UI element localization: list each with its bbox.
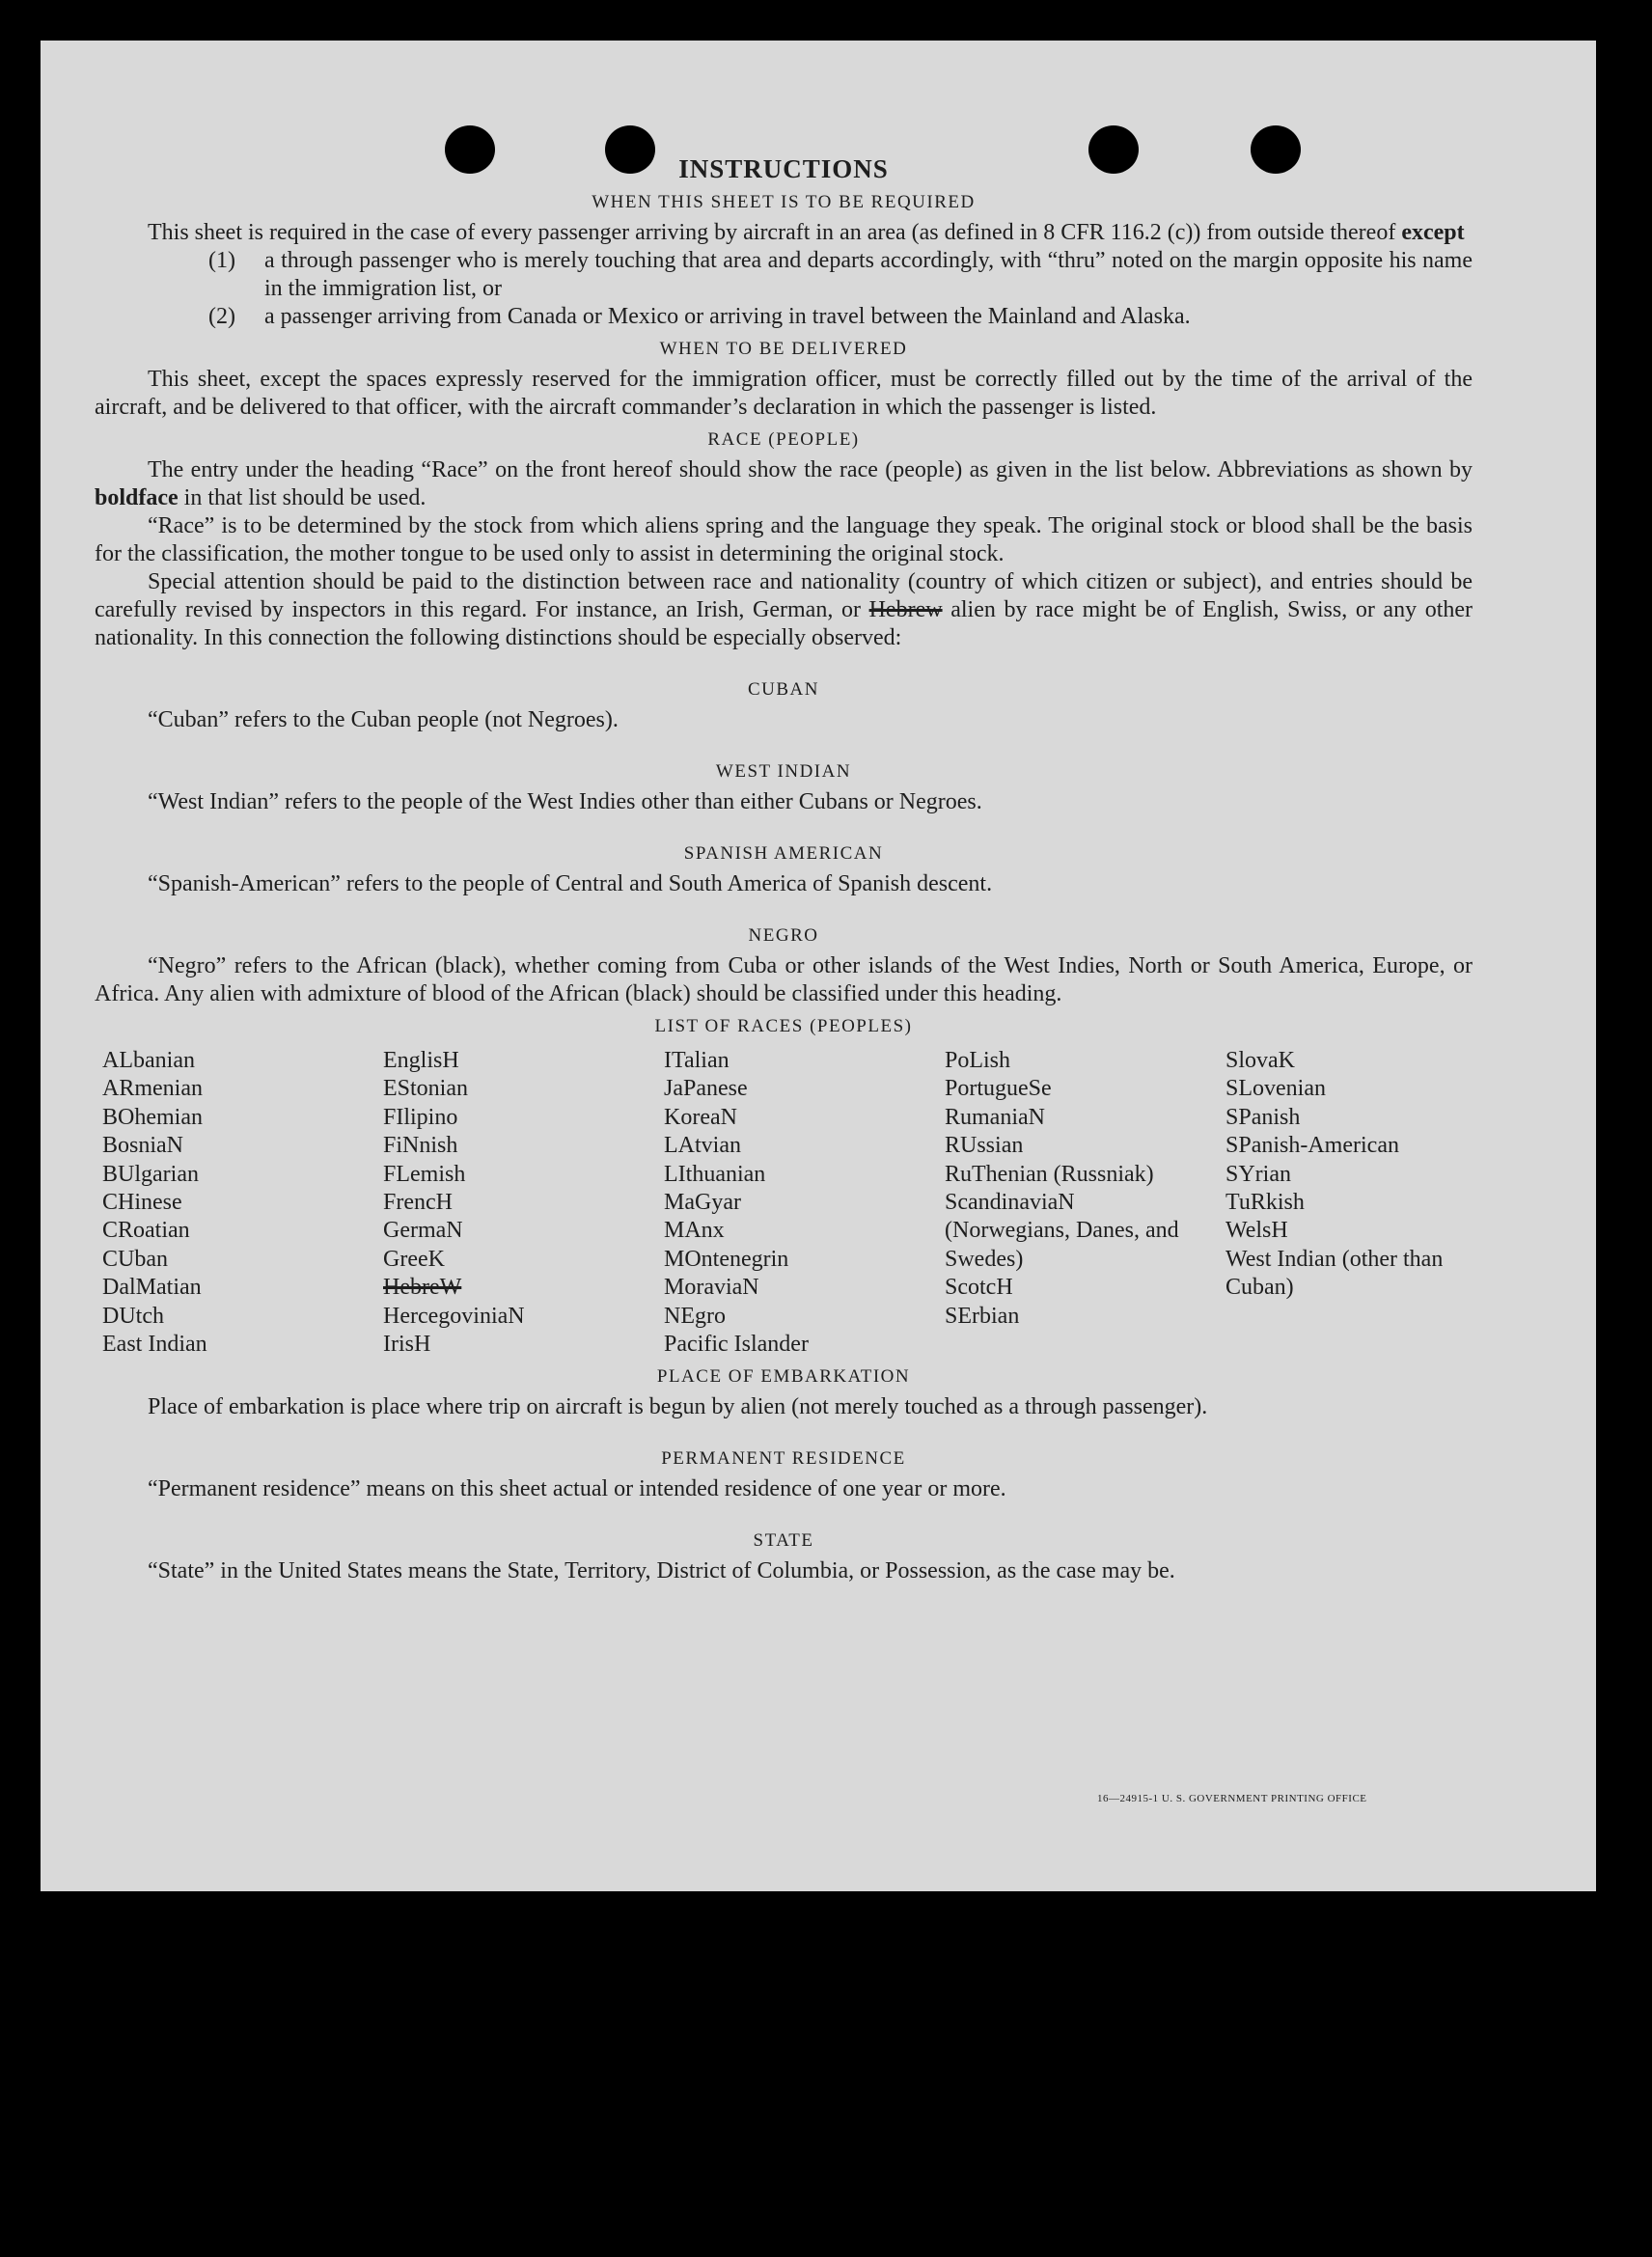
race-item: HercegoviniaN: [383, 1303, 525, 1329]
race-item: ITalian: [664, 1048, 730, 1073]
race-item: TuRkish: [1225, 1190, 1305, 1216]
race-item: ScotcH: [945, 1275, 1013, 1301]
punch-hole-4: [1251, 125, 1301, 174]
race-item: EStonian: [383, 1076, 468, 1102]
race-column-3: [664, 1047, 945, 1359]
race-item: SLovenian: [1225, 1076, 1326, 1102]
exception-item: (1) a through passenger who is merely touching that area and departs accordingly, with “thru” noted on the margin opposite his name in the immigration list, or: [208, 248, 1473, 301]
race-item: MOntenegrin: [664, 1246, 789, 1272]
race-item: Pacific Islander: [664, 1332, 809, 1358]
race-item: LAtvian: [664, 1133, 741, 1159]
race-paragraph-3: Special attention should be paid to the distinction between race and nationality (country of which citizen or subject), and entries should be carefully revised by inspectors in this regard. For instance, an Irish, German, or Hebrew alien by race might be of English, Swiss, or any other nationality. In this connection the following distinctions should be especially observed:: [95, 569, 1473, 650]
race-column-4: [945, 1047, 1225, 1359]
race-item: FLemish: [383, 1161, 466, 1187]
race-item: BUlgarian: [102, 1161, 199, 1187]
race-list: [102, 1047, 1473, 1359]
race-item: SYrian: [1225, 1161, 1291, 1187]
section-title-delivered: WHEN TO BE DELIVERED: [659, 339, 908, 359]
race-item: PoLish: [945, 1048, 1011, 1073]
race-item: LIthuanian: [664, 1161, 766, 1187]
race-item: ScandinaviaN (Norwegians, Danes, and Swedes): [945, 1190, 1179, 1272]
race-item: SPanish-American: [1225, 1133, 1399, 1159]
page-title: INSTRUCTIONS: [678, 154, 889, 183]
punch-hole-2: [605, 125, 655, 174]
punch-hole-1: [445, 125, 495, 174]
printer-imprint: 16—24915-1 U. S. GOVERNMENT PRINTING OFFICE: [1097, 1793, 1367, 1804]
exception-item: (2) a passenger arriving from Canada or Mexico or arriving in travel between the Mainland and Alaska.: [208, 304, 1191, 329]
race-item: BosniaN: [102, 1133, 183, 1159]
race-item: KoreaN: [664, 1104, 737, 1130]
section-title-race-list: LIST OF RACES (PEOPLES): [654, 1016, 913, 1036]
race-item: EnglisH: [383, 1048, 459, 1073]
race-item: DalMatian: [102, 1275, 202, 1301]
race-item: RuThenian (Russniak): [945, 1161, 1154, 1187]
race-item: MaGyar: [664, 1190, 741, 1216]
section-title-spanish-american: SPANISH AMERICAN: [683, 843, 884, 864]
race-column-5: [1225, 1047, 1506, 1359]
race-column-2: [383, 1047, 664, 1359]
race-item: ALbanian: [102, 1048, 195, 1073]
race-item: BOhemian: [102, 1104, 203, 1130]
race-item: JaPanese: [664, 1076, 748, 1102]
race-item: CRoatian: [102, 1218, 190, 1244]
embarkation-paragraph: Place of embarkation is place where trip on aircraft is begun by alien (not merely touched as a through passenger).: [148, 1394, 1208, 1420]
race-item-struck: HebreW: [383, 1275, 462, 1301]
race-item: SPanish: [1225, 1104, 1301, 1130]
spanish-american-paragraph: “Spanish-American” refers to the people of Central and South America of Spanish descent.: [148, 871, 993, 896]
section-title-race: RACE (PEOPLE): [707, 429, 860, 450]
race-item: FIlipino: [383, 1104, 458, 1130]
race-item: PortugueSe: [945, 1076, 1052, 1102]
race-paragraph-2: “Race” is to be determined by the stock from which aliens spring and the language they speak. The original stock or blood shall be the basis for the classification, the mother tongue to be used only to assist in determining the original stock.: [95, 513, 1473, 566]
race-item: East Indian: [102, 1332, 207, 1358]
race-item: WelsH: [1225, 1218, 1288, 1244]
section-title-cuban: CUBAN: [747, 679, 819, 700]
race-item: MoraviaN: [664, 1275, 759, 1301]
race-item: DUtch: [102, 1303, 164, 1329]
residence-paragraph: “Permanent residence” means on this sheet actual or intended residence of one year or more.: [148, 1476, 1006, 1502]
punch-hole-3: [1088, 125, 1139, 174]
struck-word: Hebrew: [868, 597, 943, 622]
section-title-required: WHEN THIS SHEET IS TO BE REQUIRED: [592, 192, 976, 212]
race-item: CHinese: [102, 1190, 182, 1216]
race-item: ARmenian: [102, 1076, 203, 1102]
race-column-1: [102, 1047, 383, 1359]
race-item: FiNnish: [383, 1133, 458, 1159]
section-title-negro: NEGRO: [748, 925, 819, 946]
section-title-state: STATE: [753, 1530, 814, 1552]
race-item: SErbian: [945, 1303, 1020, 1329]
race-item: GreeK: [383, 1246, 445, 1272]
race-item: CUban: [102, 1246, 168, 1272]
section-title-west-indian: WEST INDIAN: [715, 761, 852, 782]
race-item: IrisH: [383, 1332, 431, 1358]
race-item: SlovaK: [1225, 1048, 1295, 1073]
race-item: GermaN: [383, 1218, 463, 1244]
cuban-paragraph: “Cuban” refers to the Cuban people (not Negroes).: [148, 707, 619, 732]
race-paragraph-1: The entry under the heading “Race” on the front hereof should show the race (people) as given in the list below. Abbreviations as shown by boldface in that list should be used.: [95, 457, 1473, 510]
section-title-residence: PERMANENT RESIDENCE: [661, 1448, 906, 1470]
race-item: RumaniaN: [945, 1104, 1045, 1130]
instruction-sheet: [41, 41, 1596, 1891]
race-item: NEgro: [664, 1303, 726, 1329]
race-item: MAnx: [664, 1218, 725, 1244]
state-paragraph: “State” in the United States means the State, Territory, District of Columbia, or Possession, as the case may be.: [148, 1558, 1175, 1584]
race-item: West Indian (other than Cuban): [1225, 1246, 1444, 1301]
required-paragraph: This sheet is required in the case of every passenger arriving by aircraft in an area (as defined in 8 CFR 116.2 (c)) from outside thereof except: [148, 220, 1465, 245]
race-item: RUssian: [945, 1133, 1024, 1159]
west-indian-paragraph: “West Indian” refers to the people of the West Indies other than either Cubans or Negroes.: [148, 789, 982, 814]
delivered-paragraph: This sheet, except the spaces expressly reserved for the immigration officer, must be correctly filled out by the time of the arrival of the aircraft, and be delivered to that officer, with the aircraft commander’s declaration in which the passenger is listed.: [95, 367, 1473, 420]
section-title-embarkation: PLACE OF EMBARKATION: [656, 1366, 911, 1388]
race-item: FrencH: [383, 1190, 453, 1216]
negro-paragraph: “Negro” refers to the African (black), whether coming from Cuba or other islands of the West Indies, North or South America, Europe, or Africa. Any alien with admixture of blood of the African (black) should be classified under this heading.: [95, 953, 1473, 1006]
